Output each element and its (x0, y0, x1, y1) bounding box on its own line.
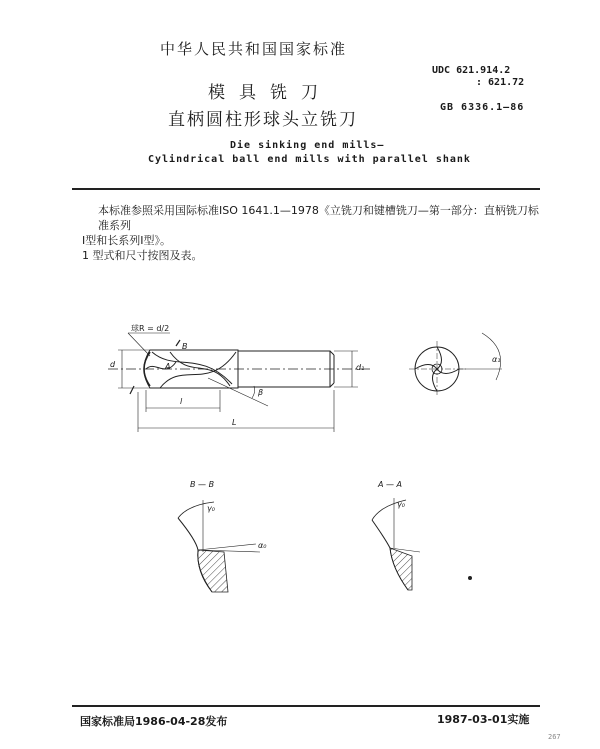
paragraph-line2: Ⅰ型和长系列Ⅰ型》。 (82, 234, 171, 247)
udc-line2: : 621.72 (476, 77, 525, 88)
dim-l-label: l (180, 397, 183, 406)
dim-d1-label: d₁ (356, 363, 365, 372)
bb-rake-angle-label: γ₀ (207, 504, 215, 513)
udc-line1: UDC 621.914.2 (432, 65, 511, 76)
aa-rake-angle-label: γ₀ (397, 500, 405, 509)
ball-radius-label: 球R = d/2 (131, 324, 170, 333)
bb-clearance-angle-label: α₀ (258, 541, 267, 550)
dim-L-label: L (232, 418, 237, 427)
clause-1: 1 型式和尺寸按图及表。 (82, 249, 203, 262)
issue-date: 国家标准局1986-04-28发布 (80, 715, 228, 728)
effective-date: 1987-03-01实施 (437, 713, 530, 726)
title-cn-line1: 模具铣刀 (208, 83, 332, 103)
title-en-line2: Cylindrical ball end mills with parallel shank (148, 154, 471, 165)
title-en-line1: Die sinking end mills— (230, 140, 385, 151)
page-number: 267 (548, 733, 561, 741)
section-B-label: B (182, 342, 188, 351)
standard-org-heading: 中华人民共和国国家标准 (160, 40, 348, 58)
paragraph-line1: 本标准参照采用国际标准ISO 1641.1—1978《立铣刀和键槽铣刀—第一部分：直柄铣刀标准系列 (98, 204, 539, 232)
section-aa-title: A — A (378, 480, 403, 489)
footer-rule (72, 705, 540, 707)
helix-angle-label: β (258, 388, 264, 397)
dim-d-label: d (110, 360, 116, 369)
end-view-alpha-label: α₁ (492, 355, 501, 364)
gb-number: GB 6336.1—86 (440, 102, 525, 113)
section-A-label: A (165, 362, 171, 371)
section-bb-title: B — B (190, 480, 215, 489)
title-cn-line2: 直柄圆柱形球头立铣刀 (168, 110, 358, 130)
